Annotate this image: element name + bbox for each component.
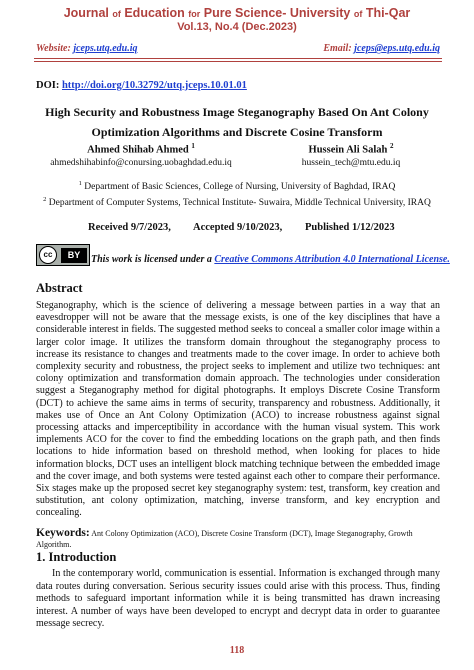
email-link[interactable]: jceps@eps.utq.edu.iq — [354, 43, 440, 54]
journal-title-of2: of — [353, 9, 363, 19]
doi-link[interactable]: http://doi.org/10.32792/utq.jceps.10.01.01 — [61, 80, 247, 91]
keywords-line — [36, 528, 440, 550]
website — [36, 43, 137, 54]
affiliation-2 — [30, 194, 444, 209]
introduction-text: In the contemporary world, communication is essential. Information is exchanged through many data routes during conversation. Serious security issues could arise with this process. Thus, finding methods to safeguard important information while it is being transmitted has drawn increasing interest. A number of ways have been developed to encrypt and decrypt data in order to guarantee message secrecy. — [36, 568, 440, 630]
received-date: Received 9/7/2023, — [88, 222, 171, 233]
affiliation-1-sup: 1 — [78, 180, 82, 187]
author-2-sup: 2 — [389, 142, 394, 150]
author-1-email: ahmedshihabinfo@conursing.uobaghdad.edu.iq — [50, 157, 232, 168]
license-text: This work is licensed under a — [91, 254, 212, 265]
affiliation-2-sup: 2 — [43, 196, 47, 203]
header-rule-top — [34, 58, 442, 59]
published-date: Published 1/12/2023 — [305, 222, 395, 233]
abstract-heading: Abstract — [36, 281, 83, 295]
author-1-name-line — [36, 140, 246, 157]
keywords-label: Keywords: — [36, 527, 90, 539]
journal-title-part4: Thi-Qar — [365, 6, 411, 20]
doi-label: DOI: — [36, 80, 60, 91]
license-link[interactable]: Creative Commons Attribution 4.0 International License. — [214, 254, 450, 265]
doi-line — [36, 80, 247, 91]
abstract-text: Steganography, which is the science of delivering a message between parties in a way that an eavesdropper will not be aware that the message exists, is one of the key disciplines that have a considerable interest in fields. The suggested method seeks to conceal a smaller color image within a larger color image. It utilizes the transform domain throughout the steganography process to increase its resistance to changes and treatments made to the cover image. In order to achieve both complexity security and robustness, the project seeks to implement and utilize two techniques: ant colony optimization and transformation domain approach. The technologies under consideration suggest a Steganography method for digital photographs. It employs Discrete Cosine Transform (DCT) to achieve the same aims in terms of security, transparency and robustness. Additionally, it makes use of Once an Ant Colony Optimization (ACO) to increase robustness against signal processing attacks and imperceptibility in accordance with the human visual system. This work implements ACO for the cover to find the embedding locations on the graph path, and then finds locations to hide information based on threshold method, when looking for places to hide information blocks, DCT uses an intelligent block matching technique between the embedded image and the cover image, and both systems were tested against each other to compare their performance. Six stages make up the proposed secret key steganography system: test, transform, key creation and substitution, ant colony optimization, matching, inverse transform, and key encryption and concealing. — [36, 300, 440, 519]
author-2 — [256, 140, 446, 170]
paper-title: High Security and Robustness Image Steganography Based On Ant Colony Optimization Algorithms and Discrete Cosine Transform — [45, 105, 429, 139]
header-rule-bottom — [34, 61, 442, 62]
introduction-heading: 1. Introduction — [36, 550, 117, 564]
page-number: 118 — [229, 645, 245, 656]
email — [323, 43, 440, 54]
website-link[interactable]: jceps.utq.edu.iq — [73, 43, 138, 54]
author-2-name: Hussein Ali Salah — [308, 144, 388, 156]
email-label: Email: — [323, 43, 352, 54]
by-icon: BY — [61, 248, 87, 263]
cc-by-badge[interactable] — [36, 244, 90, 266]
journal-title-of: of — [112, 9, 121, 19]
website-label: Website: — [36, 43, 71, 54]
cc-icon: cc — [39, 246, 57, 264]
author-1-sup: 1 — [191, 142, 195, 150]
journal-title — [0, 6, 474, 21]
journal-header — [0, 6, 474, 34]
journal-volume: Vol.13, No.4 (Dec.2023) — [177, 21, 297, 33]
author-1 — [36, 140, 246, 170]
journal-title-part2: Education — [124, 6, 185, 20]
author-2-name-line — [256, 140, 446, 157]
journal-title-for: for — [188, 9, 201, 19]
affiliation-1-text: Department of Basic Sciences, College of Nursing, University of Baghdad, IRAQ — [84, 182, 396, 193]
journal-title-part1: Journal — [63, 6, 109, 20]
license-text-wrap — [91, 254, 450, 265]
keywords-text: Ant Colony Optimization (ACO), Discrete Cosine Transform (DCT), Image Steganography, Growth Algorithm. — [36, 529, 413, 549]
affiliation-1 — [30, 178, 444, 193]
author-1-name: Ahmed Shihab Ahmed — [87, 144, 189, 156]
accepted-date: Accepted 9/10/2023, — [193, 222, 283, 233]
affiliation-2-text: Department of Computer Systems, Technical Institute- Suwaira, Middle Technical University, IRAQ — [48, 198, 431, 209]
author-2-email: hussein_tech@mtu.edu.iq — [301, 157, 401, 168]
journal-title-part3: Pure Science- University — [203, 6, 351, 20]
